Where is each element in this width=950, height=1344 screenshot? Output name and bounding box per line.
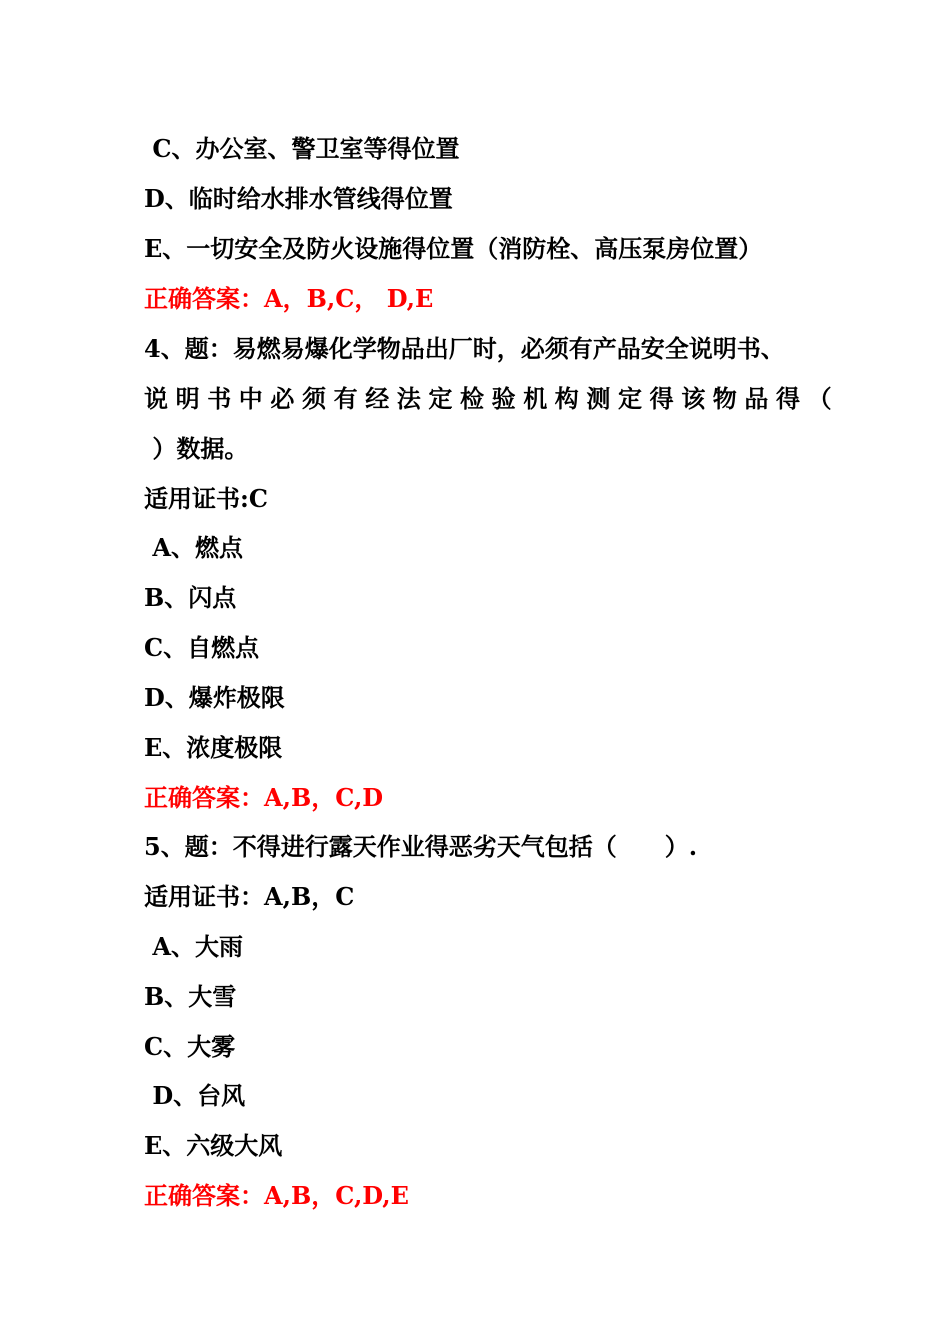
answer-q4: 正确答案：A,B，C,D bbox=[144, 783, 384, 812]
option-e-concentration-limit: E、浓度极限 bbox=[144, 733, 283, 762]
option-e-strong-wind: E、六级大风 bbox=[144, 1131, 283, 1160]
option-e-fire-facilities: E、一切安全及防火设施得位置（消防栓、高压泵房位置） bbox=[144, 234, 763, 263]
option-b-heavy-snow: B、大雪 bbox=[144, 982, 237, 1011]
certificate-q4: 适用证书:C bbox=[144, 484, 268, 513]
question-5: 5、题：不得进行露天作业得恶劣天气包括（ ）. bbox=[144, 832, 698, 861]
option-b-flash-point: B、闪点 bbox=[144, 583, 237, 612]
option-c-autoignition-point: C、自燃点 bbox=[144, 633, 260, 662]
question-4-line-1: 4、题：易燃易爆化学物品出厂时，必须有产品安全说明书、 bbox=[144, 334, 785, 363]
question-4-line-3: ）数据。 bbox=[144, 434, 249, 463]
option-a-ignition-point: A、燃点 bbox=[144, 533, 243, 562]
option-c-office-location: C、办公室、警卫室等得位置 bbox=[144, 134, 460, 163]
answer-q5: 正确答案：A,B，C,D,E bbox=[144, 1181, 409, 1210]
answer-q3: 正确答案：A，B,C， D,E bbox=[144, 284, 434, 313]
option-d-typhoon: D、台风 bbox=[144, 1081, 246, 1110]
question-4-line-2: 说明书中必须有经法定检验机构测定得该物品得（ bbox=[144, 384, 840, 413]
option-d-explosion-limit: D、爆炸极限 bbox=[144, 683, 285, 712]
option-a-heavy-rain: A、大雨 bbox=[144, 932, 243, 961]
certificate-q5: 适用证书：A,B，C bbox=[144, 882, 355, 911]
option-d-water-pipeline: D、临时给水排水管线得位置 bbox=[144, 184, 453, 213]
option-c-heavy-fog: C、大雾 bbox=[144, 1032, 236, 1061]
